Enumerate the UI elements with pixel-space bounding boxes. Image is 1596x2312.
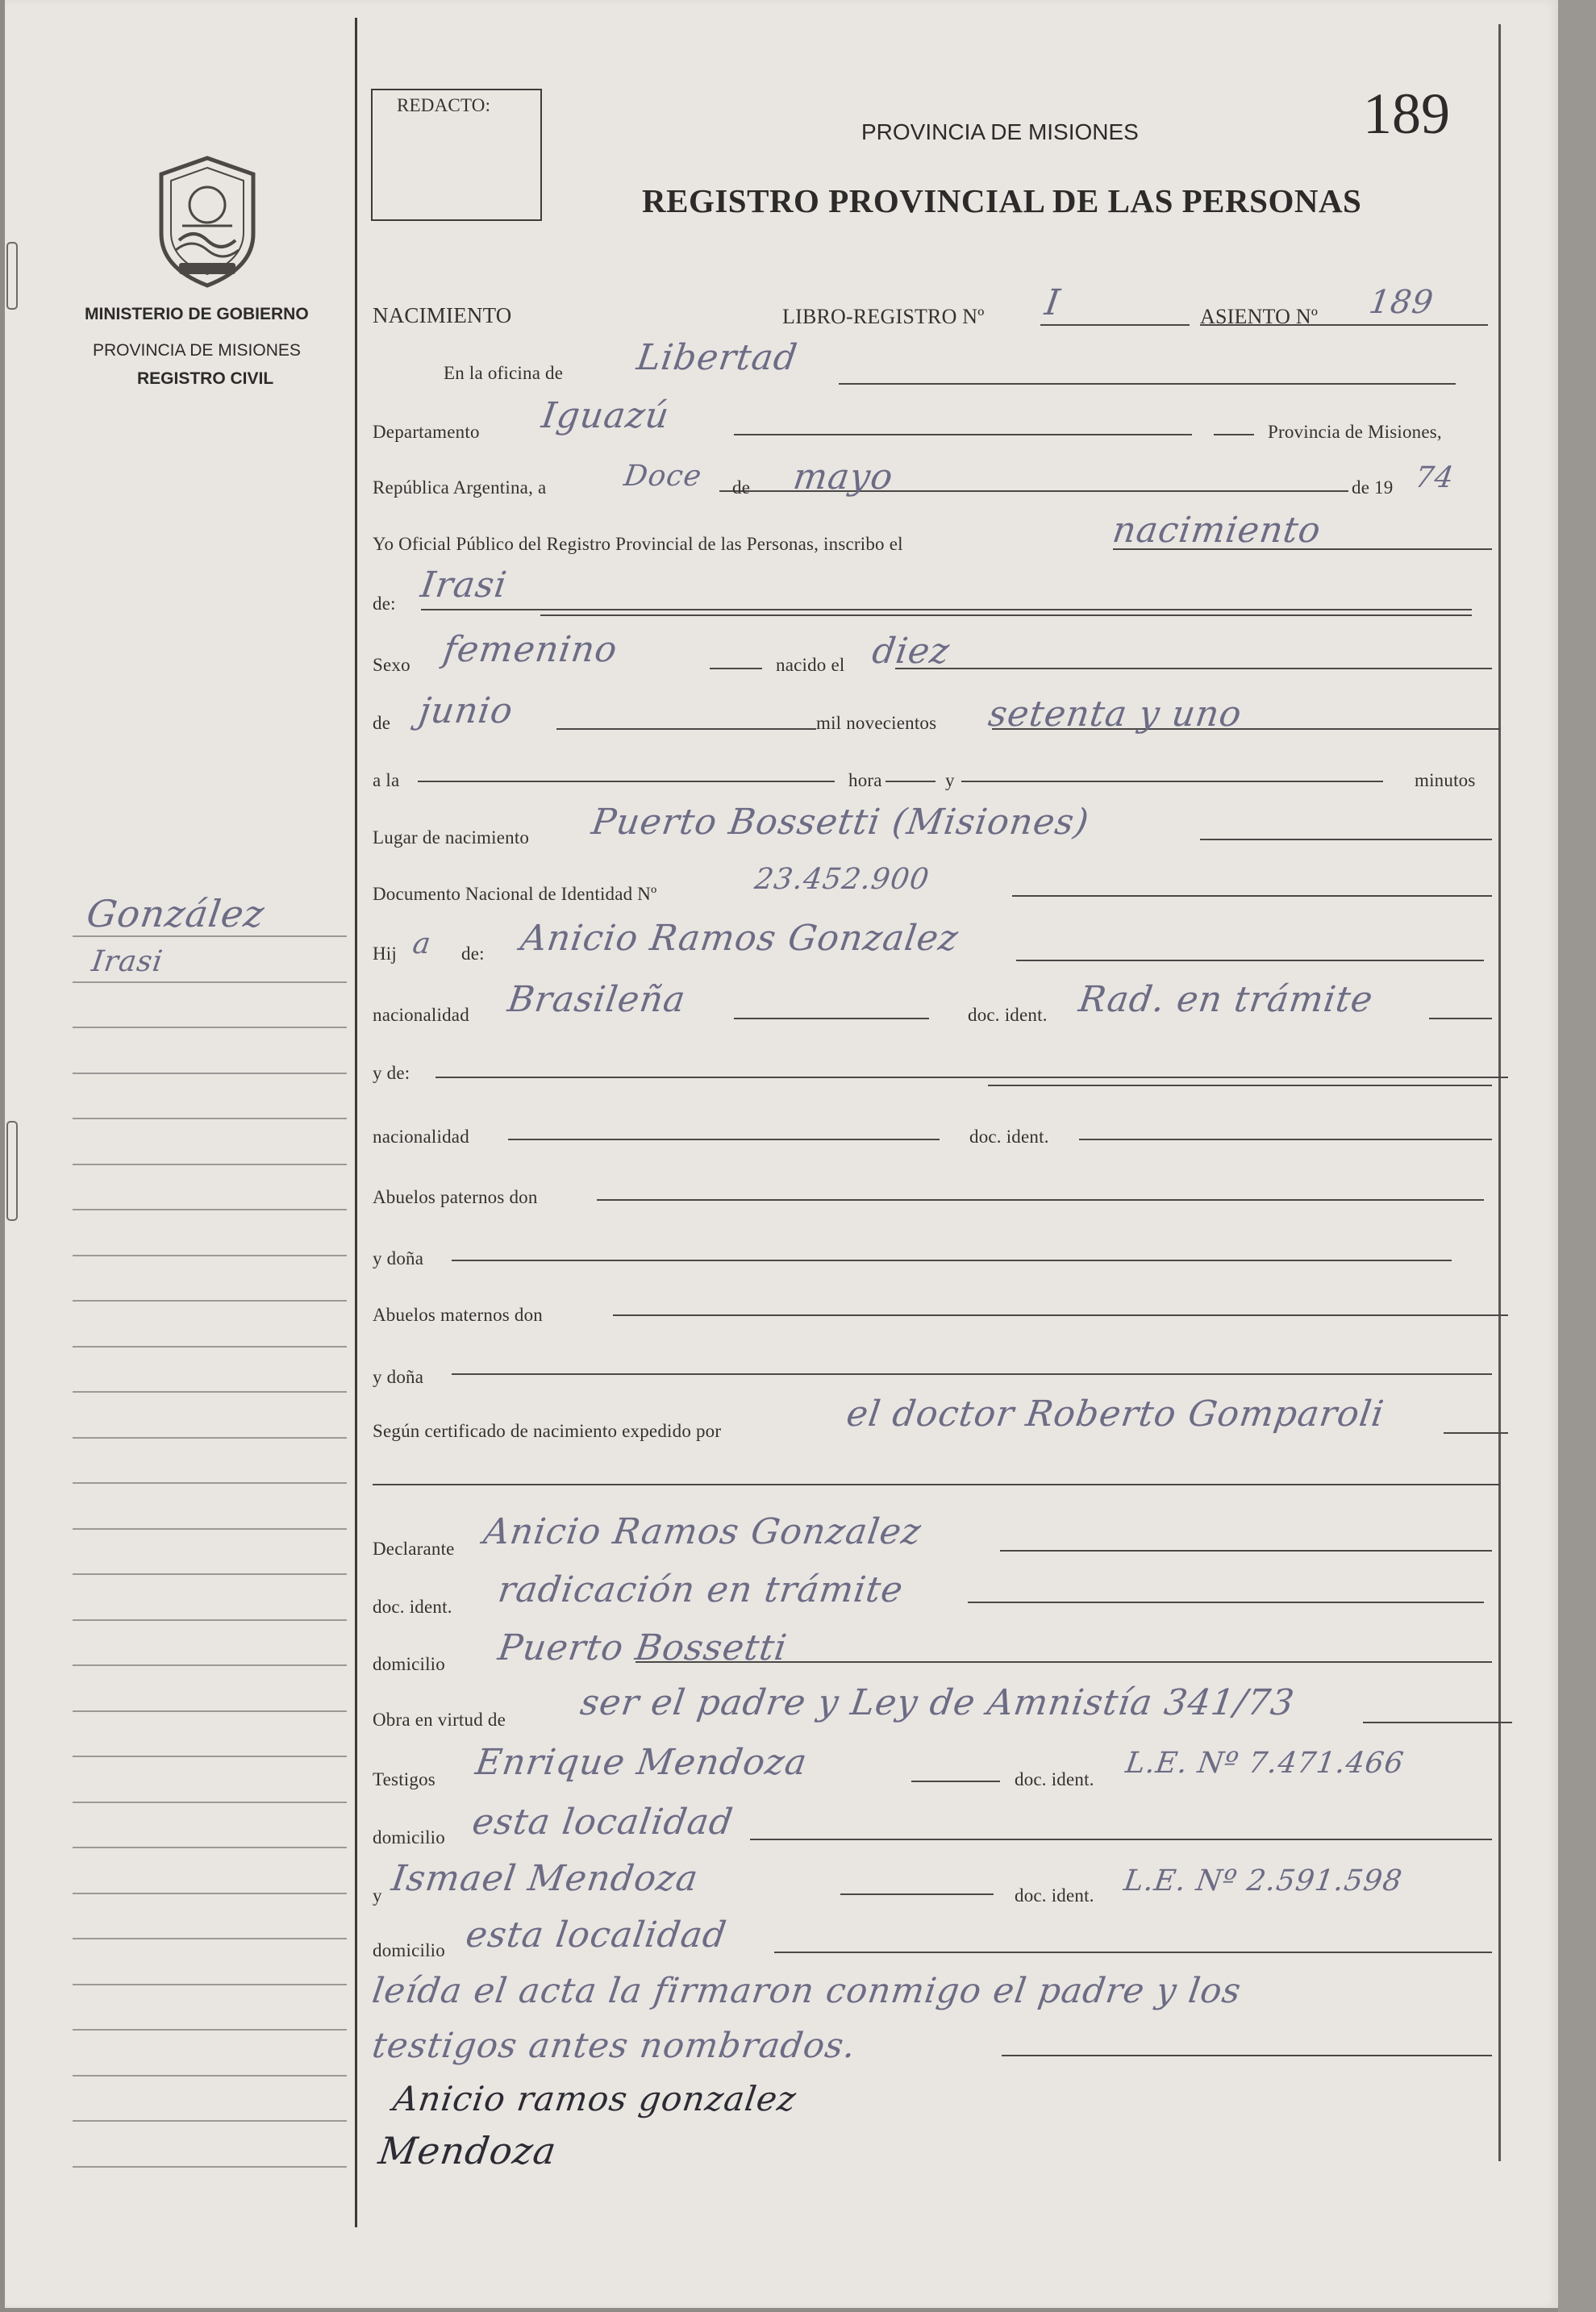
registry-civil-label: REGISTRO CIVIL	[137, 369, 274, 388]
label-y-testigo2: y	[373, 1885, 382, 1906]
value-testigo1: Enrique Mendoza	[473, 1742, 811, 1783]
label-doc-ident-madre: doc. ident.	[969, 1127, 1049, 1147]
redacto-box	[371, 89, 542, 221]
registry-title: REGISTRO PROVINCIAL DE LAS PERSONAS	[642, 182, 1362, 219]
binding-hole-top	[6, 242, 18, 310]
form-rule-line	[734, 1018, 929, 1019]
right-column-rule	[1498, 24, 1501, 2161]
margin-given-name: Irasi	[90, 945, 165, 978]
value-lugar: Puerto Bossetti (Misiones)	[589, 802, 1092, 843]
form-rule-line	[1200, 839, 1492, 840]
form-rule-line	[988, 1085, 1492, 1086]
form-rule-line	[540, 614, 1472, 616]
margin-rule-line	[73, 1710, 347, 1712]
form-rule-line	[968, 1602, 1484, 1603]
value-libro: I	[1042, 282, 1063, 323]
label-doc-ident-testigo1: doc. ident.	[1015, 1769, 1094, 1789]
province-label-sidebar: PROVINCIA DE MISIONES	[93, 341, 301, 360]
closing-text-line1: leída el acta la firmaron conmigo el padre y los	[369, 1971, 1244, 2011]
binder-edge	[1558, 0, 1596, 2312]
label-nacimiento: NACIMIENTO	[373, 303, 512, 327]
binding-hole-bottom	[6, 1121, 18, 1221]
margin-rule-line	[73, 1984, 347, 1985]
label-domicilio-testigo2: domicilio	[373, 1940, 445, 1960]
form-rule-line	[734, 434, 1192, 435]
label-obra: Obra en virtud de	[373, 1710, 506, 1730]
value-nacido-mes: junio	[416, 690, 516, 731]
label-doc-ident-padre: doc. ident.	[968, 1005, 1048, 1025]
value-nacido-dia: diez	[869, 631, 953, 672]
signature-witness: Mendoza	[376, 2129, 560, 2172]
label-doc-ident-declarante: doc. ident.	[373, 1597, 452, 1617]
form-rule-line	[418, 781, 835, 782]
margin-rule-line	[73, 1391, 347, 1393]
label-minutos: minutos	[1415, 770, 1476, 790]
margin-rule-line	[73, 1938, 347, 1939]
page-number: 189	[1363, 81, 1450, 146]
margin-rule-line	[73, 1118, 347, 1119]
form-rule-line	[597, 1199, 1484, 1201]
label-de-padre: de:	[461, 944, 485, 964]
value-certificado-por: el doctor Roberto Gomparoli	[844, 1393, 1387, 1435]
form-rule-line	[1002, 2055, 1492, 2056]
value-hij-suffix: a	[410, 927, 434, 960]
margin-rule-line	[73, 1756, 347, 1757]
form-rule-line	[613, 1314, 1508, 1316]
value-padre: Anicio Ramos Gonzalez	[518, 918, 961, 959]
label-declarante: Declarante	[373, 1539, 455, 1559]
margin-rule-line	[73, 2120, 347, 2122]
form-rule-line	[1079, 1139, 1492, 1140]
label-segun: Según certificado de nacimiento expedido por	[373, 1421, 722, 1441]
value-dia-registro: Doce	[622, 460, 704, 493]
form-rule-line	[508, 1139, 940, 1140]
label-y-dona-paternos: y doña	[373, 1248, 424, 1268]
margin-rule-line	[73, 1209, 347, 1210]
label-a-la: a la	[373, 770, 400, 790]
margin-rule-line	[73, 1255, 347, 1256]
form-rule-line	[961, 781, 1383, 782]
margin-rule-line	[73, 1073, 347, 1074]
label-testigos: Testigos	[373, 1769, 435, 1789]
label-de-nombre: de:	[373, 594, 396, 614]
form-rule-line	[895, 668, 1492, 669]
label-y: y	[945, 770, 955, 790]
margin-rule-line	[73, 1346, 347, 1348]
value-testigo2: Ismael Mendoza	[389, 1858, 702, 1899]
value-anio-registro: 74	[1413, 461, 1456, 494]
left-column-rule	[355, 18, 357, 2227]
value-mes-registro: mayo	[790, 456, 896, 498]
margin-rule-line	[73, 1893, 347, 1894]
label-abuelos-maternos: Abuelos maternos don	[373, 1305, 543, 1325]
form-rule-line	[452, 1373, 1492, 1375]
label-y-de-madre: y de:	[373, 1063, 410, 1083]
value-obra: ser el padre y Ley de Amnistía 341/73	[577, 1682, 1298, 1723]
margin-rule-line	[73, 1802, 347, 1803]
label-libro: LIBRO-REGISTRO Nº	[782, 305, 985, 328]
value-inscribo: nacimiento	[1110, 510, 1324, 551]
province-title: PROVINCIA DE MISIONES	[861, 119, 1139, 144]
redacto-label: REDACTO:	[397, 95, 491, 115]
form-rule-line	[421, 609, 1472, 610]
label-nacionalidad-padre: nacionalidad	[373, 1005, 469, 1025]
label-de-19: de 19	[1352, 477, 1394, 498]
form-rule-line	[373, 1484, 1500, 1485]
margin-rule-line	[73, 2075, 347, 2077]
ministry-label: MINISTERIO DE GOBIERNO	[85, 305, 309, 323]
label-hora: hora	[848, 770, 882, 790]
margin-rule-line	[73, 935, 347, 937]
form-rule-line	[556, 728, 816, 730]
form-rule-line	[1012, 895, 1492, 897]
value-asiento: 189	[1366, 284, 1436, 321]
value-nacionalidad-padre: Brasileña	[505, 979, 689, 1020]
form-rule-line	[1214, 434, 1254, 435]
margin-rule-line	[73, 1619, 347, 1621]
value-oficina: Libertad	[634, 337, 801, 378]
label-republica: República Argentina, a	[373, 477, 547, 498]
margin-rule-line	[73, 1573, 347, 1575]
label-documento: Documento Nacional de Identidad Nº	[373, 884, 657, 904]
margin-rule-line	[73, 1528, 347, 1530]
closing-text-line2: testigos antes nombrados.	[369, 2026, 859, 2066]
label-departamento: Departamento	[373, 422, 480, 442]
margin-rule-line	[73, 981, 347, 983]
signature-father: Anicio ramos gonzalez	[390, 2079, 799, 2118]
margin-rule-line	[73, 1164, 347, 1165]
label-provincia: Provincia de Misiones,	[1268, 422, 1442, 442]
form-rule-line	[710, 668, 762, 669]
label-lugar: Lugar de nacimiento	[373, 827, 530, 848]
label-y-dona-maternos: y doña	[373, 1367, 424, 1387]
label-asiento: ASIENTO Nº	[1200, 305, 1319, 328]
label-abuelos-paternos: Abuelos paternos don	[373, 1187, 538, 1207]
value-testigo2-doc: L.E. Nº 2.591.598	[1122, 1864, 1405, 1898]
label-doc-ident-testigo2: doc. ident.	[1015, 1885, 1094, 1906]
label-sexo: Sexo	[373, 655, 410, 675]
value-departamento: Iguazú	[539, 395, 673, 436]
margin-surname: González	[84, 892, 268, 935]
value-testigo1-domicilio: esta localidad	[469, 1802, 736, 1843]
margin-rule-line	[73, 1027, 347, 1028]
form-rule-line	[911, 1781, 1000, 1782]
seal-icon	[147, 153, 268, 290]
label-mil-novecientos: mil novecientos	[816, 713, 937, 733]
label-nacido-el: nacido el	[776, 655, 845, 675]
value-sexo: femenino	[440, 629, 620, 670]
value-testigo1-doc: L.E. Nº 7.471.466	[1123, 1747, 1406, 1780]
form-rule-line	[435, 1077, 1508, 1078]
form-rule-line	[886, 781, 936, 782]
label-de-mes: de	[732, 477, 751, 498]
form-rule-line	[774, 1952, 1492, 1953]
form-rule-line	[452, 1260, 1452, 1261]
margin-rule-line	[73, 2166, 347, 2168]
margin-rule-line	[73, 1664, 347, 1666]
form-rule-line	[1040, 324, 1190, 326]
label-domicilio-declarante: domicilio	[373, 1654, 445, 1674]
value-nacido-anio: setenta y uno	[986, 694, 1245, 735]
margin-rule-line	[73, 1437, 347, 1439]
label-hij: Hij	[373, 944, 397, 964]
margin-rule-line	[73, 1300, 347, 1302]
form-rule-line	[839, 383, 1456, 385]
form-rule-line	[1429, 1018, 1492, 1019]
label-nacionalidad-madre: nacionalidad	[373, 1127, 469, 1147]
value-dni: 23.452.900	[752, 863, 932, 896]
label-oficial: Yo Oficial Público del Registro Provincial de las Personas, inscribo el	[373, 534, 903, 554]
margin-rule-line	[73, 1482, 347, 1484]
form-rule-line	[1016, 960, 1484, 961]
value-declarante-domicilio: Puerto Bossetti	[495, 1627, 790, 1668]
form-rule-line	[750, 1839, 1492, 1840]
form-rule-line	[840, 1893, 994, 1895]
form-rule-line	[1444, 1432, 1508, 1434]
value-nombre: Irasi	[418, 564, 510, 606]
margin-rule-line	[73, 2029, 347, 2031]
value-doc-padre: Rad. en trámite	[1076, 979, 1376, 1020]
label-de-mes-nac: de	[373, 713, 391, 733]
value-testigo2-domicilio: esta localidad	[463, 1914, 730, 1956]
value-declarante: Anicio Ramos Gonzalez	[481, 1511, 924, 1552]
value-declarante-doc: radicación en trámite	[495, 1569, 906, 1610]
form-rule-line	[1000, 1550, 1492, 1552]
form-rule-line	[1363, 1722, 1512, 1723]
margin-rule-line	[73, 1847, 347, 1848]
label-domicilio-testigo1: domicilio	[373, 1827, 445, 1848]
label-oficina: En la oficina de	[444, 363, 564, 383]
